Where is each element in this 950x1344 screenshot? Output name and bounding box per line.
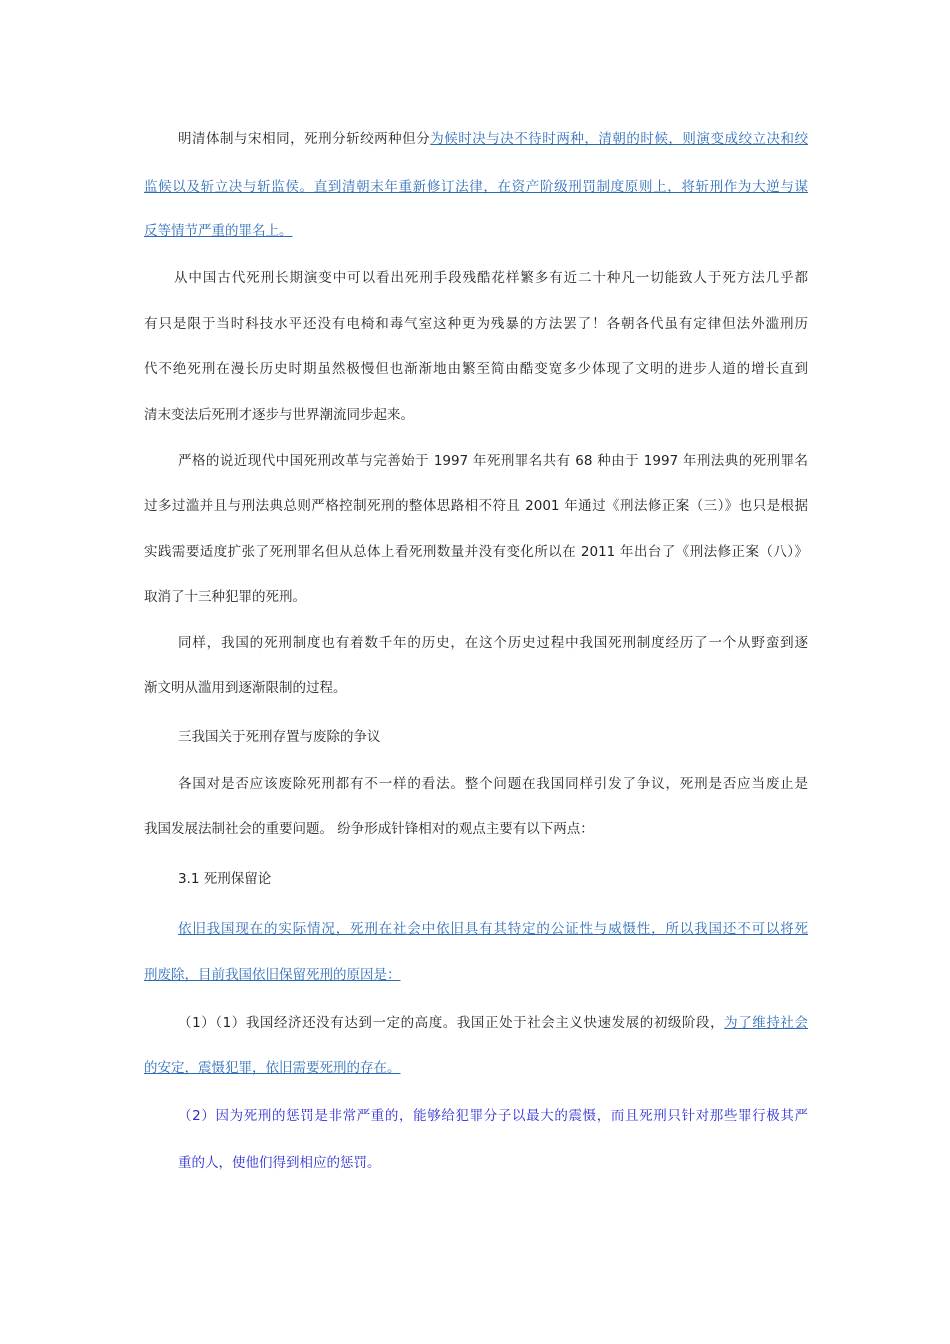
text: 明清体制与宋相同，死刑分斩绞两种但分 xyxy=(178,131,431,147)
paragraph-8-line-1: （2）因为死刑的惩罚是非常严重的，能够给犯罪分子以最大的震慑，而且死刑只针对那些罪行极其严 xyxy=(178,1108,808,1124)
paragraph-3-line-3: 实践需要适度扩张了死刑罪名但从总体上看死刑数量并没有变化所以在 2011 年出台了《刑法修正案（八）》 xyxy=(144,544,808,560)
paragraph-3-line-4: 取消了十三种犯罪的死刑。 xyxy=(144,589,306,605)
paragraph-2-line-4: 清末变法后死刑才逐步与世界潮流同步起来。 xyxy=(144,407,414,423)
paragraph-6-line-1 xyxy=(144,917,808,937)
paragraph-7-line-2 xyxy=(144,1056,401,1076)
paragraph-2-line-3: 代不绝死刑在漫长历史时期虽然极慢但也渐渐地由繁至简由酷变宽多少体现了文明的进步人道的增长直到 xyxy=(144,361,808,377)
paragraph-2-line-2: 有只是限于当时科技水平还没有电椅和毒气室这种更为残暴的方法罢了！各朝各代虽有定律但法外滥刑历 xyxy=(144,316,808,332)
hyperlink[interactable]: 依旧我国现在的实际情况，死刑在社会中依旧具有其特定的公证性与威慑性，所以我国还不可以将死 xyxy=(178,921,808,937)
paragraph-3-line-1: 严格的说近现代中国死刑改革与完善始于 1997 年死刑罪名共有 68 种由于 1997 年刑法典的死刑罪名 xyxy=(178,453,808,469)
hyperlink[interactable]: 为了维持社会 xyxy=(724,1015,808,1031)
paragraph-4-line-1: 同样，我国的死刑制度也有着数千年的历史，在这个历史过程中我国死刑制度经历了一个从野蛮到逐 xyxy=(178,635,808,651)
paragraph-1-line-1 xyxy=(144,127,808,147)
paragraph-4-line-2: 渐文明从滥用到逐渐限制的过程。 xyxy=(144,680,347,696)
list-number: （1） xyxy=(178,1015,216,1031)
subsection-heading-text: 3.1 死刑保留论 xyxy=(178,871,272,887)
text: （1）我国经济还没有达到一定的高度。我国正处于社会主义快速发展的初级阶段， xyxy=(215,1015,725,1031)
hyperlink[interactable]: 监候以及斩立决与斩监侯。直到清朝末年重新修订法律，在资产阶级刑罚制度原则上，将斩刑作为大逆与谋 xyxy=(144,179,808,195)
paragraph-6-line-2 xyxy=(144,963,401,983)
paragraph-1-line-2 xyxy=(144,175,808,195)
hyperlink[interactable]: 反等情节严重的罪名上。 xyxy=(144,223,293,239)
section-heading-text: 三我国关于死刑存置与废除的争议 xyxy=(178,729,381,745)
paragraph-7-line-1 xyxy=(144,1011,808,1031)
paragraph-2-line-1: 从中国古代死刑长期演变中可以看出死刑手段残酷花样繁多有近二十种凡一切能致人于死方法几乎都 xyxy=(174,270,808,286)
paragraph-3-line-2: 过多过滥并且与刑法典总则严格控制死刑的整体思路相不符且 2001 年通过《刑法修正案（三）》也只是根据 xyxy=(144,498,808,514)
paragraph-5-line-1: 各国对是否应该废除死刑都有不一样的看法。整个问题在我国同样引发了争议，死刑是否应当废止是 xyxy=(178,776,808,792)
hyperlink[interactable]: 的安定，震慑犯罪，依旧需要死刑的存在。 xyxy=(144,1060,401,1076)
paragraph-8-line-2: 重的人，使他们得到相应的惩罚。 xyxy=(178,1155,381,1171)
paragraph-5-line-2: 我国发展法制社会的重要问题。 纷争形成针锋相对的观点主要有以下两点： xyxy=(144,821,594,837)
hyperlink[interactable]: 刑废除，目前我国依旧保留死刑的原因是： xyxy=(144,967,401,983)
paragraph-1-line-3 xyxy=(144,219,293,239)
hyperlink[interactable]: 为候时决与决不待时两种，清朝的时候，则演变成绞立决和绞 xyxy=(430,131,809,147)
